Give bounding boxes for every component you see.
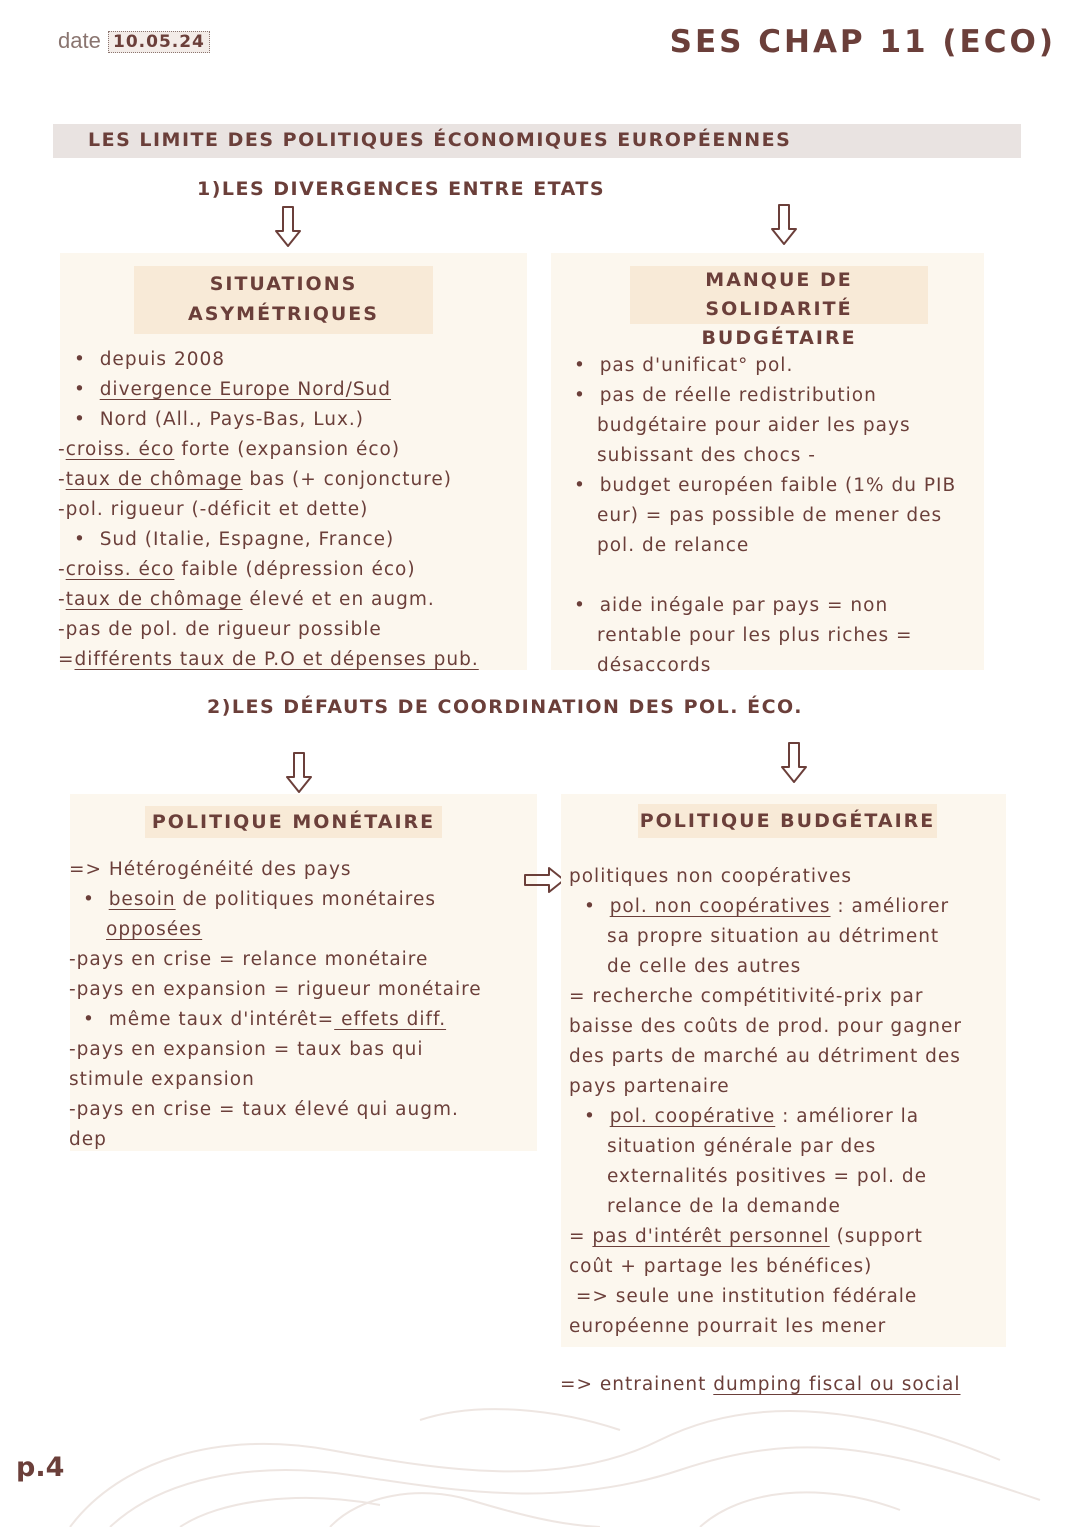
date-value: 10.05.24 bbox=[108, 31, 210, 53]
asymmetric-situations-heading: SITUATIONS ASYMÉTRIQUES bbox=[134, 266, 433, 334]
down-arrow-icon bbox=[779, 741, 809, 785]
section-2-title: 2)LES DÉFAUTS DE COORDINATION DES POL. ÉCO. bbox=[207, 696, 803, 718]
page-title: LES LIMITE DES POLITIQUES ÉCONOMIQUES EUROPÉENNES bbox=[88, 129, 792, 151]
budget-solidarity-content: • pas d'unificat° pol. • pas de réelle redistribution budgétaire pour aider les pays subissant des chocs - • budget européen faible (1% du PIB eur) = pas possible de mener des pol. de relance • aide inégale par pays = non rentable pour les plus riches = désaccords bbox=[574, 355, 957, 676]
monetary-policy-heading: POLITIQUE MONÉTAIRE bbox=[145, 806, 442, 838]
decorative-contour-lines bbox=[0, 1400, 1080, 1527]
asymmetric-situations-content: • depuis 2008 • divergence Europe Nord/Sud • Nord (All., Pays-Bas, Lux.) -croiss. éco forte (expansion éco) -taux de chômage bas (+ conjoncture) -pol. rigueur (-déficit et dette) • Sud (Italie, Espagne, France) -croiss. éco faible (dépression éco) -taux de chômage élevé et en augm. -pas de pol. de rigueur possible =différents taux de P.O et dépenses pub. bbox=[58, 349, 479, 670]
section-1-title: 1)LES DIVERGENCES ENTRE ETATS bbox=[197, 178, 606, 200]
down-arrow-icon bbox=[769, 203, 799, 247]
down-arrow-icon bbox=[284, 751, 314, 795]
date-label: date bbox=[58, 28, 101, 53]
budget-policy-content: politiques non coopératives • pol. non coopératives : améliorer sa propre situation au détriment de celle des autres = recherche compétitivité-prix par baisse des coûts de prod. pour gagner des parts de marché au détriment des pays partenaire • pol. coopérative : améliorer la situation générale par des externalités positives = pol. de relance de la demande = pas d'intérêt personnel (support coût + partage les bénéfices) => seule une institution fédérale européenne pourrait les mener bbox=[569, 866, 962, 1337]
budget-policy-heading: POLITIQUE BUDGÉTAIRE bbox=[638, 804, 937, 838]
monetary-policy-content: => Hétérogénéité des pays • besoin de politiques monétaires opposées -pays en crise = relance monétaire -pays en expansion = rigueur monétaire • même taux d'intérêt= effets diff. -pays en expansion = taux bas qui stimule expansion -pays en crise = taux élevé qui augm. dep bbox=[69, 859, 482, 1150]
chapter-title: SES CHAP 11 (ECO) bbox=[669, 24, 1056, 60]
page-number: p.4 bbox=[16, 1452, 65, 1483]
budget-solidarity-heading: MANQUE DE SOLIDARITÉ BUDGÉTAIRE bbox=[630, 266, 928, 324]
conclusion: => entrainent dumping fiscal ou social bbox=[560, 1374, 961, 1395]
down-arrow-icon bbox=[273, 205, 303, 249]
